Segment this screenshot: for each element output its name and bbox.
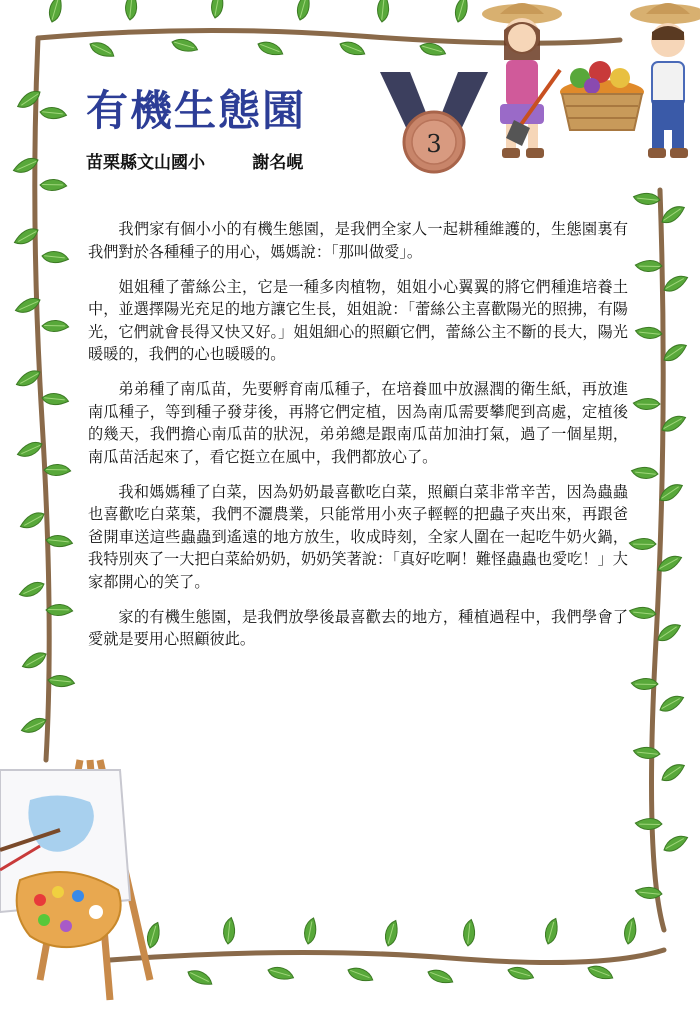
byline bbox=[86, 148, 303, 173]
paragraph: 弟弟種了南瓜苗，先要孵育南瓜種子，在培養皿中放濕潤的衛生紙，再放進南瓜種子，等到種子發芽後，再將它們定植，因為南瓜需要攀爬到高處，定植後的幾天，我們擔心南瓜苗的狀況，弟弟總是跟南瓜苗加油打氣，過了一個星期，南瓜苗活起來了，看它挺立在風中，我們都放心了。 bbox=[88, 380, 628, 466]
paragraph: 姐姐種了蕾絲公主，它是一種多肉植物，姐姐小心翼翼的將它們種進培養土中，並選擇陽光充足的地方讓它生長，姐姐說：「蕾絲公主喜歡陽光的照拂，有陽光，它們就會長得又快又好。」姐姐細心的照顧它們，蕾絲公主不斷的長大，陽光暖暖的，我們的心也暖暖的。 bbox=[88, 277, 628, 363]
paragraph: 家的有機生態園，是我們放學後最喜歡去的地方，種植過程中，我們學會了愛就是要用心照顧彼此。 bbox=[88, 607, 628, 648]
medal-number: 3 bbox=[426, 130, 442, 158]
article-body bbox=[88, 218, 628, 663]
farmer-kids-illustration bbox=[482, 3, 700, 158]
paragraph: 我和媽媽種了白菜，因為奶奶最喜歡吃白菜，照顧白菜非常辛苦，因為蟲蟲也喜歡吃白菜葉，我們不灑農業，只能常用小夾子輕輕的把蟲子夾出來，再跟爸爸開車送這些蟲蟲到遙遠的地方放生，收成時刻，全家人圍在一起吃牛奶火鍋，我特別夾了一大把白菜給奶奶，奶奶笑著說：「真好吃啊！難怪蟲蟲也愛吃！」大家都開心的笑了。 bbox=[88, 482, 628, 591]
paragraph: 我們家有個小小的有機生態園，是我們全家人一起耕種維護的，生態園裏有我們對於各種種子的用心，媽媽說：「那叫做愛」。 bbox=[88, 220, 628, 261]
school-name: 苗栗縣文山國小 bbox=[86, 153, 205, 173]
painting-easel-illustration bbox=[0, 760, 150, 1000]
author-name: 謝名峴 bbox=[252, 153, 304, 173]
page-title: 有機生態園 bbox=[86, 86, 307, 135]
